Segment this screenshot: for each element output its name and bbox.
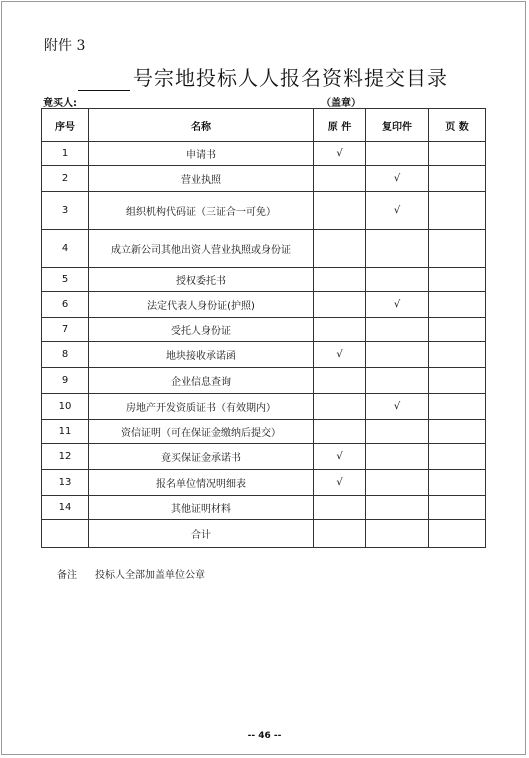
row-name: 地块接收承诺函 (89, 342, 314, 368)
row-number: 13 (42, 470, 89, 496)
row-pages (429, 142, 486, 166)
total-row (42, 520, 486, 548)
header-name: 名称 (89, 109, 314, 142)
row-original: √ (314, 142, 366, 166)
row-number: 11 (42, 420, 89, 444)
row-name: 授权委托书 (89, 268, 314, 292)
row-original (314, 394, 366, 420)
table-row (42, 470, 486, 496)
title-number-blank (78, 68, 130, 91)
row-number: 9 (42, 368, 89, 394)
row-number: 4 (42, 230, 89, 268)
document-list-table (41, 108, 486, 548)
row-copy (366, 444, 429, 470)
row-copy: √ (366, 292, 429, 318)
row-original (314, 192, 366, 230)
row-pages (429, 292, 486, 318)
table-row (42, 268, 486, 292)
row-name: 房地产开发资质证书（有效期内） (89, 394, 314, 420)
header-no: 序号 (42, 109, 89, 142)
row-copy (366, 142, 429, 166)
table-row (42, 420, 486, 444)
row-name: 其他证明材料 (89, 496, 314, 520)
row-copy: √ (366, 394, 429, 420)
remark (57, 566, 205, 581)
row-name: 企业信息查询 (89, 368, 314, 394)
row-copy (366, 268, 429, 292)
row-name: 法定代表人身份证(护照) (89, 292, 314, 318)
row-copy (366, 318, 429, 342)
row-copy (366, 470, 429, 496)
row-pages (429, 368, 486, 394)
title-row (78, 62, 478, 91)
bidder-label: 竟买人: (43, 98, 77, 109)
row-pages (429, 496, 486, 520)
header-copy: 复印件 (366, 109, 429, 142)
row-pages (429, 318, 486, 342)
table-row (42, 496, 486, 520)
row-pages (429, 420, 486, 444)
row-original (314, 318, 366, 342)
header-original: 原 件 (314, 109, 366, 142)
row-original (314, 292, 366, 318)
row-copy (366, 420, 429, 444)
table-row (42, 192, 486, 230)
total-original-cell (314, 520, 366, 548)
row-original (314, 268, 366, 292)
page-title: 号宗地投标人人报名资料提交目录 (133, 66, 448, 90)
row-name: 申请书 (89, 142, 314, 166)
table-row (42, 342, 486, 368)
row-original: √ (314, 342, 366, 368)
row-copy: √ (366, 192, 429, 230)
table-row (42, 230, 486, 268)
row-name: 组织机构代码证（三证合一可免） (89, 192, 314, 230)
bidder-line (43, 94, 361, 109)
row-copy: √ (366, 166, 429, 192)
header-pages: 页 数 (429, 109, 486, 142)
row-copy (366, 342, 429, 368)
table-header-row (42, 109, 486, 142)
row-number: 5 (42, 268, 89, 292)
row-name: 资信证明（可在保证金缴纳后提交） (89, 420, 314, 444)
row-number: 6 (42, 292, 89, 318)
row-number: 10 (42, 394, 89, 420)
remark-label: 备注 (57, 570, 77, 581)
row-pages (429, 444, 486, 470)
seal-label: （盖章） (321, 98, 361, 109)
row-pages (429, 268, 486, 292)
table-row (42, 292, 486, 318)
row-number: 14 (42, 496, 89, 520)
row-original (314, 496, 366, 520)
total-label: 合计 (89, 520, 314, 548)
row-number: 7 (42, 318, 89, 342)
row-name: 营业执照 (89, 166, 314, 192)
row-name: 竟买保证金承诺书 (89, 444, 314, 470)
row-number: 2 (42, 166, 89, 192)
row-number: 12 (42, 444, 89, 470)
total-pages-cell (429, 520, 486, 548)
row-name: 报名单位情况明细表 (89, 470, 314, 496)
row-original (314, 230, 366, 268)
row-name: 成立新公司其他出资人营业执照或身份证 (89, 230, 314, 268)
total-copy-cell (366, 520, 429, 548)
table-row (42, 368, 486, 394)
row-original: √ (314, 444, 366, 470)
row-original (314, 166, 366, 192)
table-row (42, 318, 486, 342)
total-no-cell (42, 520, 89, 548)
row-number: 3 (42, 192, 89, 230)
table-row (42, 166, 486, 192)
row-pages (429, 470, 486, 496)
row-original (314, 420, 366, 444)
remark-text: 投标人全部加盖单位公章 (95, 570, 205, 581)
row-pages (429, 166, 486, 192)
row-copy (366, 230, 429, 268)
annex-label: 附件 3 (44, 38, 86, 54)
table-row (42, 142, 486, 166)
page-number: -- 46 -- (247, 731, 282, 741)
row-pages (429, 230, 486, 268)
table-row (42, 444, 486, 470)
row-number: 1 (42, 142, 89, 166)
row-pages (429, 342, 486, 368)
table-row (42, 394, 486, 420)
row-number: 8 (42, 342, 89, 368)
row-name: 受托人身份证 (89, 318, 314, 342)
row-pages (429, 394, 486, 420)
row-pages (429, 192, 486, 230)
row-original (314, 368, 366, 394)
row-original: √ (314, 470, 366, 496)
row-copy (366, 496, 429, 520)
row-copy (366, 368, 429, 394)
